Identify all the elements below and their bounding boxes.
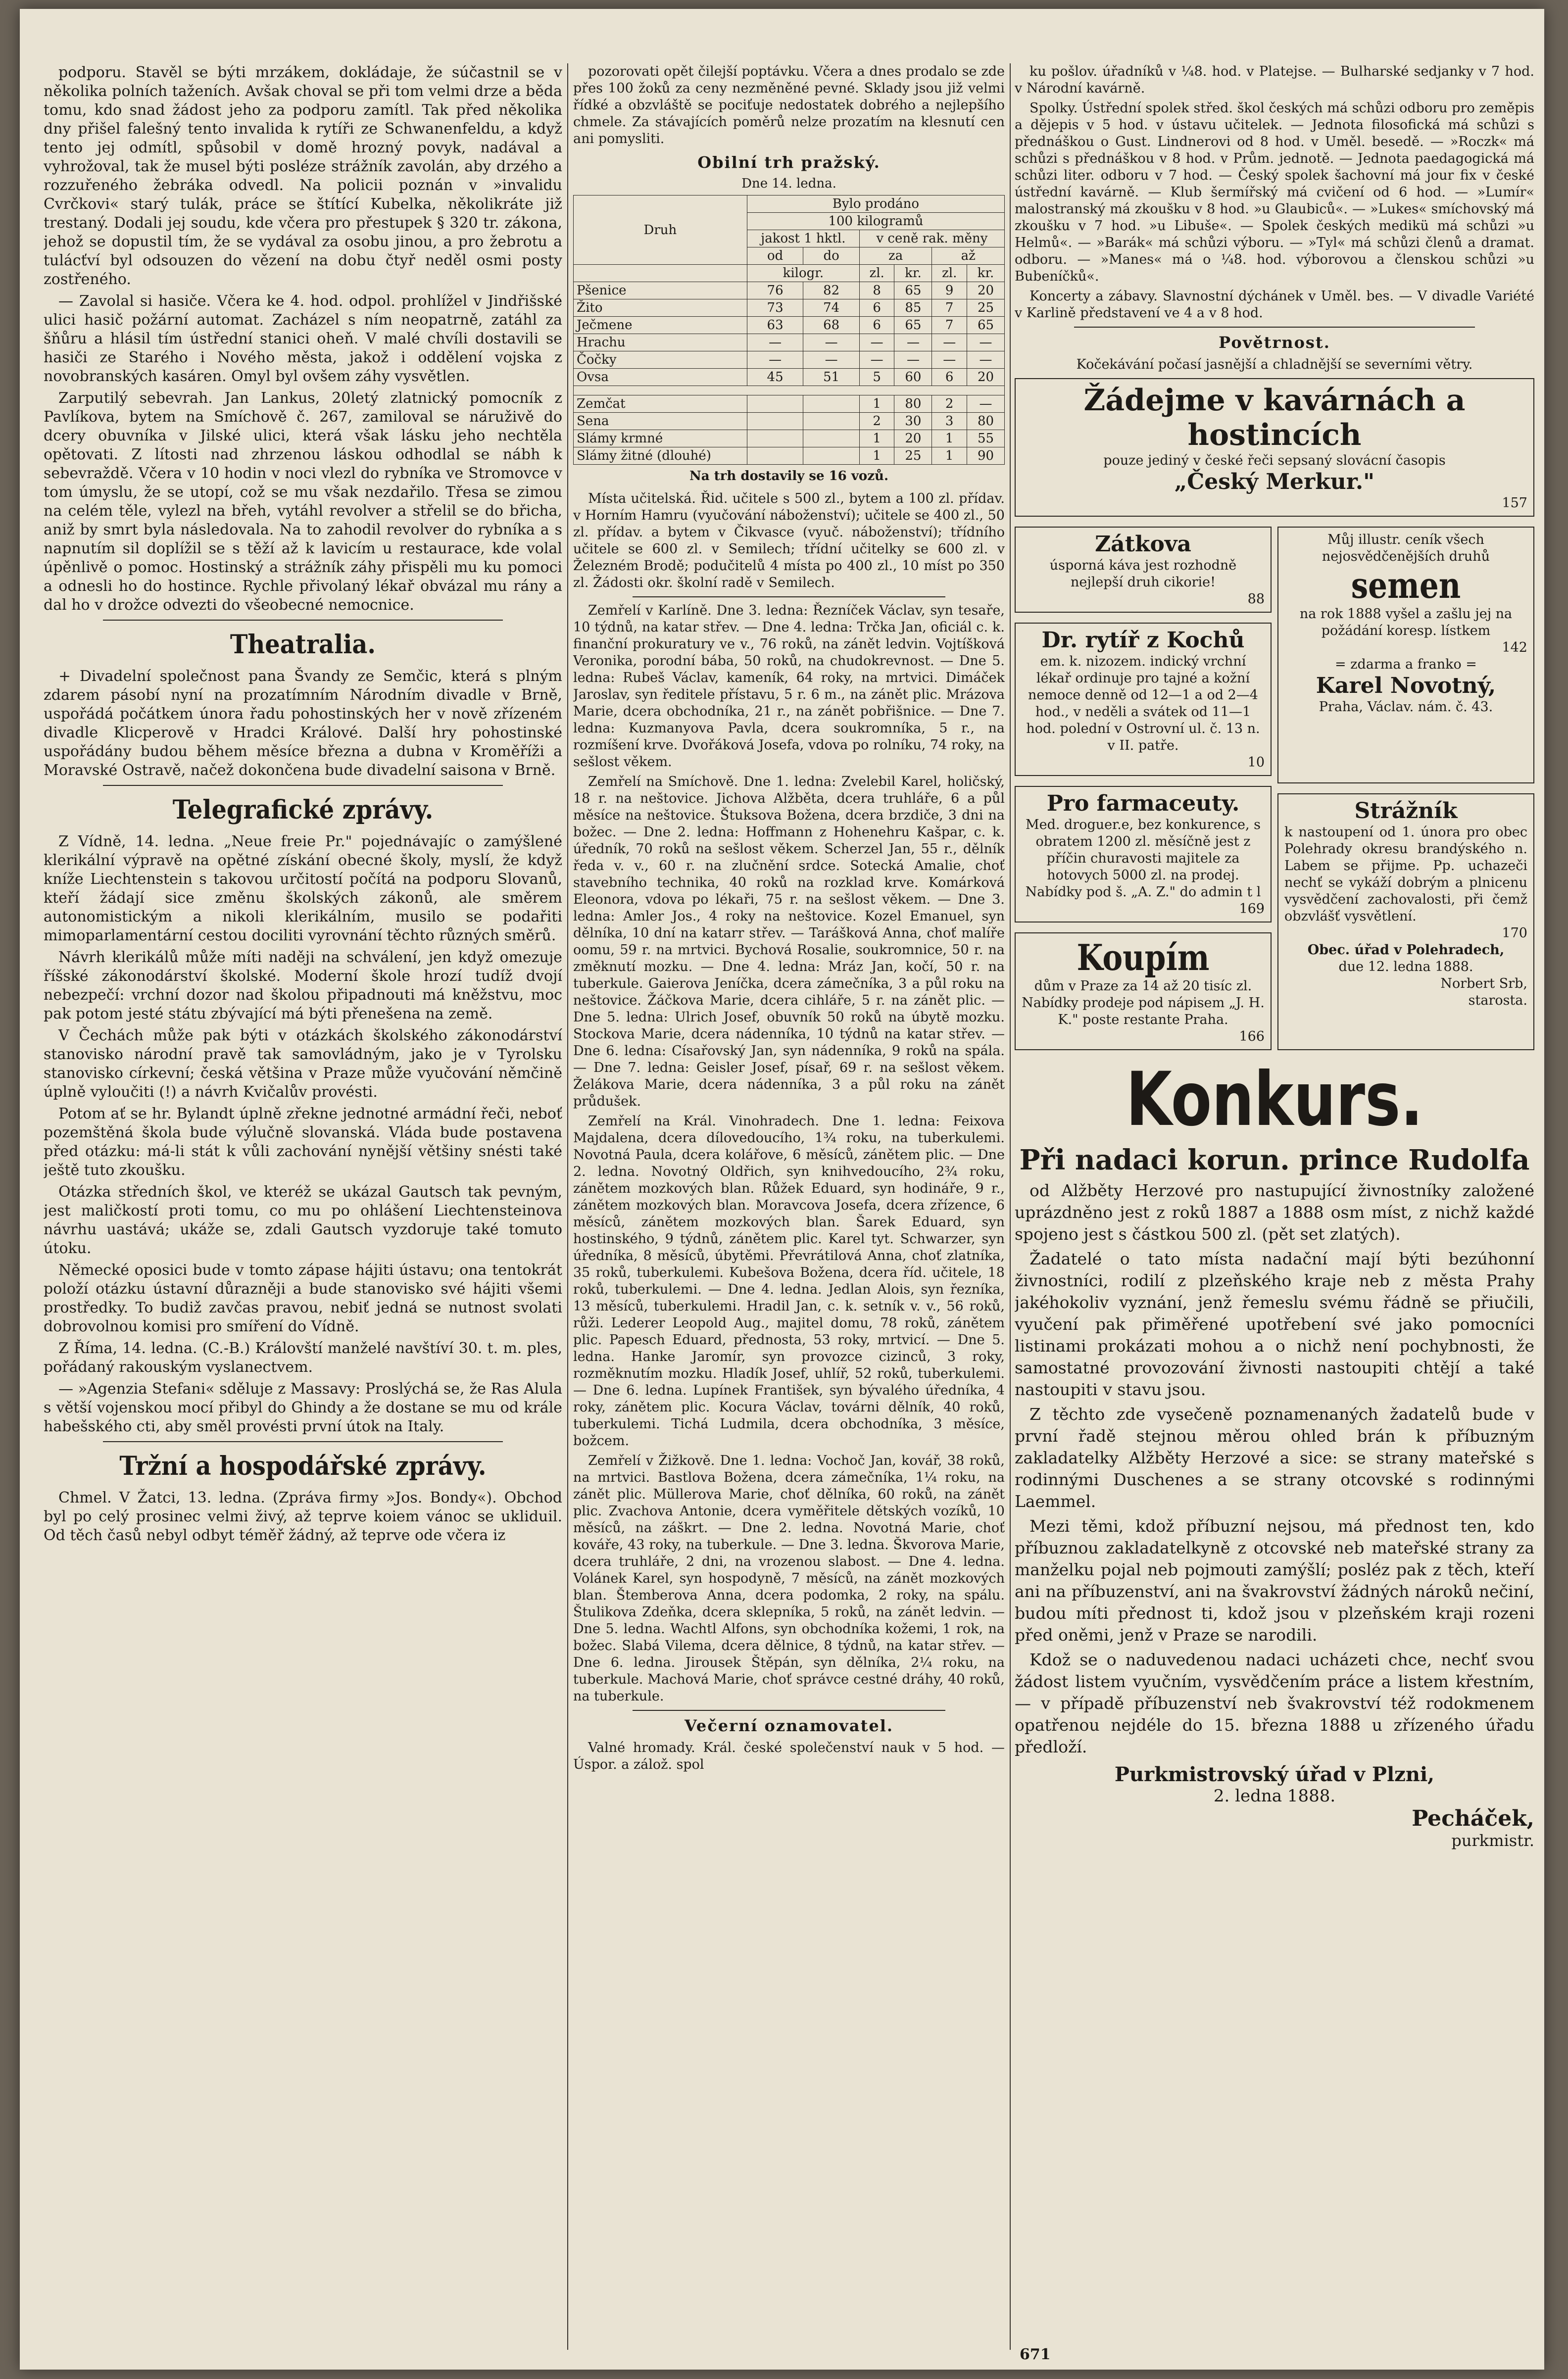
table-cell: 2 [932,395,967,413]
divider [103,620,503,621]
section-heading-vecerni: Večerní oznamovatel. [685,1716,893,1735]
table-cell: Ovsa [574,369,747,386]
table-cell: 65 [894,317,932,334]
article-telegram: V Čechách může pak býti v otázkách školského zákonodárství stanovisko národní pravě tak samovládným, jako je v Tyrolsku stanovisko církevní; česká většina v Praze může vyučování němčině úplně vyloučiti (!) a návrh Kvičalův provésti. [44,1027,562,1101]
article-telegram: Potom ať se hr. Bylandt úplně zřekne jednotné armádní řeči, neboť pozemštěná škola bude výlučně slovanská. Vláda bude postavena před otázku: má-li stát k vůli zachování nynější většiny snésti také ještě tuto zkoušku. [44,1105,562,1179]
table-header: jakost 1 hktl. [747,230,859,247]
table-cell [747,447,803,465]
table-header: v ceně rak. měny [859,230,1004,247]
table-cell: Slámy krmné [574,430,747,447]
table-cell: 2 [859,413,894,430]
table-cell: 6 [859,317,894,334]
konkurs-paragraph: Z těchto zde vysečeně poznamenaných žadatelů bude v první řadě stejnou měrou ohled brán k příbuzným zakladatelky Alžběty Herzové a sice: se strany mateřské s rodinnými Duschenes a se strany otcovské s rodinnými Laemmel. [1015,1405,1534,1511]
table-row [574,317,1005,334]
column-middle [573,63,1005,2360]
table-cell: 25 [967,299,1004,317]
column-left [44,63,562,2360]
table-note: Na trh dostavily se 16 vozů. [689,469,888,484]
table-cell: — [967,334,1004,351]
table-cell: Ječmene [574,317,747,334]
section-heading-obilni: Obilní trh pražský. [697,153,881,172]
ad-koupim [1015,932,1272,1050]
table-cell: 9 [932,282,967,299]
divider [1074,327,1475,328]
table-row [574,334,1005,351]
table-header: Druh [574,195,747,265]
table-cell: 55 [967,430,1004,447]
divider [103,785,503,786]
table-header: kilogr. [747,265,859,282]
table-cell: — [747,351,803,369]
ad-text: Nabídky prodeje pod nápisem „J. H. K." poste restante Praha. [1022,995,1265,1027]
ad-koch [1015,623,1272,776]
newspaper-page [20,9,1544,2370]
table-cell: Sena [574,413,747,430]
ad-title: Zátkova [1095,532,1191,557]
table-cell [803,395,860,413]
table-cell: 5 [859,369,894,386]
ad-date: due 12. ledna 1888. [1338,959,1473,974]
ad-text: em. k. nizozem. indický vrchní lékař ordinuje pro tajné a kožní nemoce denně od 12—1 a od 2—4 hod., v neděli a svátek od 11—1 hod. polední v Ostrovní ul. č. 13 n. v II. patře. [1026,654,1260,753]
column-right [1015,63,1534,2360]
table-cell: 63 [747,317,803,334]
table-header: kr. [894,265,932,282]
article-telegram: Z Vídně, 14. ledna. „Neue freie Pr." pojednávajíc o zamýšlené klerikální výpravě na opětné získání obecné školy, myslí, že když kníže Liechtenstein s takovou určitostí počítá na podporu Slovanů, kteří žádají sice změnu školských zákonů, ale směrem autonomistickým a nikoli klerikálním, musilo se podařiti mimoparlamentární cestou dociliti vyrovnání těchto různých směrů. [44,833,562,944]
ad-number: 142 [1502,640,1527,655]
table-cell: 45 [747,369,803,386]
table-cell [803,430,860,447]
table-row [574,369,1005,386]
ad-office: Obec. úřad v Polehradech, [1307,942,1505,958]
ad-number: 10 [1247,755,1265,770]
ad-text: pouze jediný v české řeči sepsaný slovácní časopis [1103,453,1446,468]
grain-price-table [573,195,1005,465]
table-cell: Žito [574,299,747,317]
table-cell: — [894,351,932,369]
ad-row [1015,522,1534,1055]
ad-name: „Český Merkur." [1174,469,1375,494]
ad-title: Strážník [1354,798,1458,824]
table-cell: 1 [859,447,894,465]
table-cell [747,413,803,430]
ad-text: úsporná káva jest rozhodně nejlepší druh cikorie! [1049,558,1237,590]
konkurs-office: Purkmistrovský úřad v Plzni, [1114,1763,1435,1786]
article-paragraph: ku pošlov. úřadníků v ¼8. hod. v Platejse. — Bulharské sedjanky v 7 hod. v Národní kavárně. [1015,64,1534,96]
konkurs-paragraph: Kdož se o naduvedenou nadaci ucházeti chce, nechť svou žádost listem vyučním, vysvědčením práce a listem křestním, — v případě příbuzenství neb švakrovství též rodokmenem opatřenou nejdéle do 15. března 1888 u zřízeného úřadu předloží. [1015,1650,1534,1756]
weather-forecast: Kočekávání počasí jasnější a chladnější se severními větry. [1076,357,1473,372]
ad-title: Pro farmaceuty. [1046,791,1240,816]
article-vinohrady: Zemřelí na Král. Vinohradech. Dne 1. ledna: Feixova Majdalena, dcera dílovedoucího, 1¾ roku, na tuberkulemi. Novotná Paula, dcera kolářove, 6 měsíců, zánětem plic. — Dne 2. ledna. Novotný Oldřich, syn knihvedoucího, 2¾ roku, zánětem mozkových blan. Růžek Eduard, syn hodináře, 9 r., zánětem mozkových blan. Moravcova Josefa, dcera zřízence, 6 měsíců, zánětem mozkových blan. Šarek Eduard, syn hostinského, 9 týdnů, zánětem plic. Karel tyt. Schwarzer, syn úředníka, 8 měsíců, úbytěmi. Převrátilová Anna, choť zlatníka, 35 roků, tuberkulemi. Kubešova Božena, dcera říd. učitele, 18 roků, tuberkulemi. — Dne 4. ledna. Jedlan Alois, syn řezníka, 13 měsíců, tuberkulemi. Hradil Jan, c. k. setník v. v., 56 roků, růži. Lederer Leopold Aug., majitel domu, 78 roků, zánětem plic. Papesch Eduard, přednosta, 53 roky, mrtvicí. — Dne 5. ledna. Hanke Jaromír, syn provozce cizinců, 3 roky, rozměknutím mozku. Hladík Josef, uhlíř, 52 roků, tuberkulemi. — Dne 6. ledna. Lupínek František, syn bývalého úředníka, 4 roky, zánětem plic. Kocura Václav, továrni dělník, 40 roků, tuberkulemi. Tichá Ludmila, dcera obchodníka, 3 měsíce, božcem. [573,1114,1005,1449]
article-mista: Místa učitelská. Řid. učitele s 500 zl., bytem a 100 zl. přídav. v Horním Hamru (vyučování náboženství); učitele se 400 zl., 50 zl. přídav. a bytem v Čikvasce (vyuč. náboženství); třídního učitele se 600 zl. v Semilech; třídní učitelky se 600 zl. v Železném Brodě; podučitelů 4 místa po 400 zl., 10 míst po 350 zl. Žádosti okr. školní radě v Semilech. [573,491,1005,590]
article-zizkove: Zemřelí v Žižkově. Dne 1. ledna: Vochoč Jan, kovář, 38 roků, na mrtvici. Bastlova Božena, dcera zámečníka, 1¼ roku, na zánět plic. Müllerova Marie, choť dělníka, 60 roků, na zánět plic. Zvachova Antonie, dcera vyměřitele dětských vozíků, 10 měsíců, na záškrt. — Dne 2. ledna. Novotná Marie, choť kováře, 43 roky, na tuberkule. — Dne 3. ledna. Škvorova Marie, dcera truhláře, 2 dni, na vrozenou slabost. — Dne 4. ledna. Volánek Karel, syn hospodyně, 7 měsíců, na zánět mozkových blan. Štemberova Anna, dcera podomka, 2 roky, na spálu. Štulikova Zdeňka, dcera sklepníka, 5 roků, na zánět ledvin. — Dne 5. ledna. Wachtl Alfons, syn obchodníka kožemi, 1 rok, na božec. Slabá Vilema, dcera dělnice, 8 týdnů, na katar střev. — Dne 6. ledna. Jirousek Štěpán, syn dělníka, 2¼ roku, na tuberkule. Machová Marie, choť správce cestné dráhy, 40 roků, na tuberkule. [573,1453,1005,1704]
table-cell: 82 [803,282,860,299]
table-cell: 25 [894,447,932,465]
table-header: Bylo prodáno [747,195,1004,213]
table-cell: 60 [894,369,932,386]
ad-role: starosta. [1468,993,1527,1008]
table-cell: — [894,334,932,351]
ad-side: dům v Praze za 14 až 20 tisíc zl. [1034,978,1252,994]
article-koncerty: Koncerty a zábavy. Slavnostní dýchánek v Uměl. bes. — V divadle Variété v Karlině představení ve 4 a v 8 hod. [1015,289,1534,321]
table-cell: 7 [932,317,967,334]
divider [633,1710,945,1711]
table-cell: — [859,334,894,351]
table-row [574,282,1005,299]
article-vecerni: Valné hromady. Král. české společenství nauk v 5 hod. — Úspor. a zálož. spol [573,1740,1005,1772]
table-cell: 73 [747,299,803,317]
ad-number: 170 [1502,925,1527,941]
table-row [574,299,1005,317]
page-number: 671 [1020,2346,1051,2363]
table-row [574,447,1005,465]
table-header: 100 kilogramů [747,213,1004,230]
divider [633,596,945,597]
article-smichove: Zemřelí na Smíchově. Dne 1. ledna: Zvelebil Karel, holičský, 18 r. na neštovice. Jichova Alžběta, dcera truhláře, 6 a půl měsíce na neštovice. Štuksova Božena, dcera brzdiče, 3 dni na božec. — Dne 2. ledna: Hoffmann z Hohenehru Kašpar, c. k. úředník, 70 roků na sešlost věkem. Scherzel Jan, 55 r., dělník ředa v. v., 60 r. na zlučnění srdce. Sotecká Amalie, choť stavebního technika, 40 roků na rozklad krve. Komárková Eleonora, vdova po lékaři, 75 r. na sešlost věkem. — Dne 3. ledna: Amler Jos., 4 roky na neštovice. Kozel Emanuel, syn dělníka, 10 dní na katarr střev. — Tarášková Anna, choť malíře oomu, 59 r. na mrtvici. Bychová Rosalie, soukromnice, 50 r. na změknutí mozku. — Dne 4. ledna: Mráz Jan, kočí, 50 r. na tuberkule. Gaierova Jeníčka, dcera zámečníka, 3 a půl roku na neštovice. Žáčkova Marie, dcera cihláře, 5 r. na zánět plic. — Dne 5. ledna: Ulrich Josef, obuvník 50 roků na úbytě mozku. Stockova Marie, dcera nádenníka, 10 týdnů na katar střev. — Dne 6. ledna: Císařovský Jan, syn nádenníka, 9 roků na spála. — Dne 7. ledna: Geisler Josef, písař, 69 r. na sešlost věkem. Želákova Marie, dcera nádenníka, 3 a půl roku na zánět průdušek. [573,774,1005,1109]
ad-free: = zdarma a franko = [1335,657,1477,672]
table-cell: — [859,351,894,369]
table-cell: 80 [894,395,932,413]
table-cell: Hrachu [574,334,747,351]
ad-address: Praha, Václav. nám. č. 43. [1319,699,1493,715]
table-cell: 7 [932,299,967,317]
section-heading-telegraficke: Telegrafické zprávy. [172,795,434,825]
ad-text: na rok 1888 vyšel a zašlu jej na požádání koresp. lístkem [1299,606,1513,638]
ad-number: 166 [1239,1029,1265,1044]
table-cell: — [932,334,967,351]
konkurs-role: purkmistr. [1451,1831,1534,1850]
table-cell: — [747,334,803,351]
table-cell [803,447,860,465]
table-cell: Pšenice [574,282,747,299]
ad-name: Karel Novotný, [1316,673,1496,698]
section-heading-povetrnost: Povětrnost. [1219,333,1330,352]
table-row [574,395,1005,413]
article-chmel: Chmel. V Žatci, 13. ledna. (Zpráva firmy »Jos. Bondy«). Obchod byl po celý prosinec velmi živý, až teprve koiem vánoc se ukliduil. Od těch časů nebyl odbyt téměř žádný, až teprve ode včera iz [44,1489,562,1544]
table-cell: 20 [967,282,1004,299]
ad-straznik [1277,793,1534,1050]
ad-text: Med. droguer.e, bez konkurence, s obratem 1200 zl. měsíčně jest z příčin churavosti majitele za hotovych 5000 zl. na prodej. Nabídky pod š. „A. Z." do admin t l [1025,817,1261,900]
table-cell: 30 [894,413,932,430]
ad-sign: Norbert Srb, [1440,976,1527,991]
table-cell: 3 [932,413,967,430]
article-karline: Zemřelí v Karlíně. Dne 3. ledna: Řezníček Václav, syn tesaře, 10 týdnů, na katar střev. — Dne 4. ledna: Trčka Jan, oficiál c. k. finanční prokuratury ve v., 76 roků, na zánět ledvin. Vojtíšková Veronika, porodní bába, 50 roků, na chudokrevnost. — Dne 5. ledna: Rubeš Václav, kameník, 64 roky, na mrtvici. Dimáček Jaroslav, syn ředitele přístavu, 5 r. 6 m., na zánět plic. Mrázova Marie, dcera obchodníka, 21 r., na zánět pobřišnice. — Dne 7. ledna: Kuzmanyova Pavla, dcera soukromníka, 5 r., na rozmíšení krve. Dvořáková Josefa, vdova po rolníku, 74 roky, na sešlost věkem. [573,603,1005,770]
article-telegram: — »Agenzia Stefani« sděluje z Massavy: Proslýchá se, že Ras Alula s větší vojenskou mocí přibyl do Ghindy a že dostane se mu od krále habešského cti, aby směl provésti první útok na Italy. [44,1380,562,1435]
ad-stack-right [1277,522,1534,1055]
article-telegram: Otázka středních škol, ve kteréž se ukázal Gautsch tak pevným, jest maličkostí proti tomu, co mu po ohlášení Liechtensteinova návrhu uastává; ukáže se, zdali Gautsch vyzdoruje také tomuto útoku. [44,1183,562,1257]
column-rule [1010,63,1011,2350]
table-cell: 1 [859,430,894,447]
table-cell: 76 [747,282,803,299]
table-cell: 8 [859,282,894,299]
ad-number: 157 [1502,495,1527,511]
table-row [574,351,1005,369]
konkurs-date: 2. ledna 1888. [1213,1786,1336,1806]
table-cell: 1 [932,447,967,465]
table-cell: — [967,395,1004,413]
table-cell: 20 [894,430,932,447]
konkurs-paragraph: Mezi těmi, kdož příbuzní nejsou, má přednost ten, kdo příbuznou zakladatelkyně z otcovské neb mateřské strany za manželku pojal neb pojmouti zamýšlí; posléz pak z těch, kteří ani na příbuzenství, ani na švakrovství žádných nároků nečiní, budou míti přednost ti, kdož jsou v plzeňském kraji rozeni před oněmi, jenž v Praze se narodili. [1015,1516,1534,1645]
article-theatralia: + Divadelní společnost pana Švandy ze Semčic, která s plným zdarem pásobí nyní na prozatímním Národním divadle v Brně, uspořádá počátkem února řadu pohostinských her v nově zřízeném divadle Klicperově v Hradci Králové. Další hry pohostinské uspořádány budou během měsíce března a dubna v Kroměříži a Moravské Ostravě, načež dokončena bude divadelní saisona v Brně. [44,668,562,779]
table-cell: 65 [894,282,932,299]
article-telegram: Z Říma, 14. ledna. (C.-B.) Královští manželé navštíví 30. t. m. ples, pořádaný rakouským vyslanectvem. [44,1340,562,1376]
table-cell: 68 [803,317,860,334]
ad-number: 88 [1247,591,1265,607]
divider [103,1441,503,1442]
table-cell: Čočky [574,351,747,369]
konkurs-paragraph: Žadatelé o tato místa nadační mají býti bezúhonní živnostníci, rodilí z plzeňského kraje neb z města Prahy jakéhokoliv vyznání, jenž řemeslu svému řádně se přiučili, vyučení pak přiměřené upotřebení své jako pomocníci listinami prokázati mohou a o nichž není pochybnosti, že samostatné provozování živnosti nastoupiti chtějí a také nastoupiti v stavu jsou. [1015,1249,1534,1399]
ad-semen [1277,527,1534,783]
ad-farmaceuty [1015,786,1272,922]
article-zavolal: — Zavolal si hasiče. Včera ke 4. hod. odpol. prohlížel v Jindřišské ulici hasič požární automat. Zacházel s ním neopatrně, zatáhl za šňůru a hlásil tím ústřední stanici oheň. V malé chvíli dostavili se hasiči ze Starého i Nového města, jakož i oddělení vojska z novobranských kasáren. Omyl byl ovšem záhy vysvětlen. [44,292,562,385]
table-cell: 65 [967,317,1004,334]
article-zarputily: Zarputilý sebevrah. Jan Lankus, 20letý zlatnický pomocník z Pavlíkova, bytem na Smíchově č. 267, zamiloval se náruživě do dcery obuvníka v Jilské ulici, která však lásku jeho nechtěla opětovati. Z lítosti nad zhrzenou láskou odhodlal se nábh k sebevraždě. Včera v 10 hodin v noci vlezl do rybníka ve Stromovce v tom úmyslu, že se utopí, což se mu však nezdařilo. Třesa se zimou na celém těle, vylezl na břeh, vytáhl revolver a střelil se do břicha, aniž by smrt byla následovala. Na to zahodil revolver do rybníka a s napnutím sil doplížil se s těží až k lavicím u restaurace, kde volal úpěnlivě o pomoc. Hostinský a strážník záhy přispěli mu ku pomoci a odnesli ho do hostince. Rychle přivolaný lékař obvázal mu rány a dal ho v drožce odvezti do všeobecné nemocnice. [44,389,562,614]
table-header: zl. [859,265,894,282]
table-row [574,430,1005,447]
table-cell: — [803,334,860,351]
konkurs-sign: Pecháček, [1412,1806,1534,1831]
table-cell: 6 [932,369,967,386]
column-rule [567,63,568,2350]
table-cell: Zemčat [574,395,747,413]
article-telegram: Německé oposici bude v tomto zápase hájiti ústavu; ona tentokrát položí otázku ústavní důrazněji a bude stanovisko své hájiti všemi prostředky. To budiž zavčas pravou, nebiť jedná se nutnost svolati dobrovolnou komisi pro smíření do Vídně. [44,1262,562,1335]
ad-number: 169 [1239,901,1265,917]
ad-cesky-merkur [1015,378,1534,517]
ad-text: k nastoupení od 1. února pro obec Polehrady okresu brandýského n. Labem se přijme. Pp. uchazeči nechť se vykáží dobrým a plnicenu vysvědčení zachovalosti, při čemž obzvlášť vysvětlení. [1284,825,1527,924]
table-cell: Slámy žitné (dlouhé) [574,447,747,465]
ad-title: semen [1351,564,1461,606]
table-cell: 6 [859,299,894,317]
konkurs-subtitle: Při nadaci korun. prince Rudolfa [1019,1144,1530,1176]
table-cell: 80 [967,413,1004,430]
section-heading-trzni: Tržní a hospodářské zprávy. [119,1451,487,1481]
konkurs-title: Konkurs. [1126,1057,1423,1143]
ad-konkurs [1015,1057,1534,1850]
table-cell: 20 [967,369,1004,386]
article-spolky: Spolky. Ústřední spolek střed. škol českých má schůzi odboru pro zeměpis a dějepis v 5 hod. v ústavu učitelek. — Jednota filosofická má schůzi s přednáškou o Gust. Lindnerovi od 8 hod. v Uměl. besedě. — »Roczk« má schůzi s přednáškou v 8 hod. v Prům. jednotě. — Jednota paedagogická má schůzi liter. odboru v 7 hod. — Český spolek šachovní má jour fix v české ústřední kavárně. — Klub šermířský má cvičení od 6 hod. — »Lumír« malostranský má zkoušku v 8 hod. »u Glaubiců«. — »Lukes« smíchovský má zkoušku v 7 hod. »u Libuše«. — Spolek českých medikü má schůzi »u Helmů«. — »Barák« má schůzi výboru. — »Tyl« má schůzi členů a dramat. odboru. — »Manes« má o ¼8. hod. výborovou a členskou schůzi »u Bubeníčků«. [1015,100,1534,284]
ad-stack-left [1015,522,1272,1055]
table-cell: 1 [859,395,894,413]
table-cell [747,430,803,447]
ad-zatkova [1015,527,1272,613]
table-row [574,413,1005,430]
table-header: za [859,247,932,265]
article-paragraph: podporu. Stavěl se býti mrzákem, dokládaje, že súčastnil se v několika polních taženích. Avšak choval se při tom velmi drze a běda tomu, kdo snad žádost jeho za podporu zamítl. Tak před několika dny přišel falešný tento invalida k rytíři ze Schwanenfeldu, a když tento jej odmítl, spůsobil v domě hrozný povyk, nadával a vyhrožoval, tak že musel býti posléze strážník zavolán, aby drzého a rozzuřeného žebráka odvedl. Na policii poznán v »invalidu Cvrčkovi« starý tulák, práce se štítící Kubelka, několikráte již trestaný. Dodali jej soudu, kde včera pro přestupek § 320 tr. zákona, jehož se dopustil tím, že se vydával za osobu jinou, a pro žebrotu a tulácťví byl odsouzen do vězení na dobu čtyř neděl osmi posty zostřeného. [44,64,562,288]
article-paragraph: pozorovati opět čilejší poptávku. Včera a dnes prodalo se zde přes 100 žoků za ceny nezměněné pevné. Sklady jsou již velmi řídké a obzvláště se pociťuje nedostatek dobrého a nejlepšího chmele. Za stávajících poměrů nelze prozatím na klesnutí cen ani pomysliti. [573,64,1005,146]
konkurs-paragraph: od Alžběty Herzové pro nastupující živnostníky založené uprázdněno jest z roků 1887 a 1888 osm míst, z nichž každé spojeno jest s částkou 500 zl. (pět set zlatých). [1015,1181,1534,1244]
ad-title: Dr. rytíř z Kochů [1041,628,1245,653]
table-cell [803,413,860,430]
table-cell: — [803,351,860,369]
article-telegram: Návrh klerikálů může míti naději na schválení, jen když omezuje říšské zákonodárství školské. Moderní škole hrozí tudíž dvojí nebezpečí: vrchní dozor nad školou připadnouti má kněžstvu, moc pak potom jesté státu zbývající má býti přenešena na země. [44,949,562,1022]
ad-title: Žádejme v kavárnách a hostincích [1083,383,1466,452]
table-header: od [747,247,803,265]
market-date: Dne 14. ledna. [741,176,836,191]
ad-top: Můj illustr. ceník všech nejosvědčenějších druhů [1322,532,1490,564]
table-header: do [803,247,860,265]
ad-title: Koupím [1077,936,1210,978]
section-heading-theatralia: Theatralia. [230,630,376,660]
table-cell: — [967,351,1004,369]
table-cell: 74 [803,299,860,317]
table-header: až [932,247,1005,265]
table-cell: 90 [967,447,1004,465]
table-header: kr. [967,265,1004,282]
table-cell: 51 [803,369,860,386]
table-cell: 85 [894,299,932,317]
table-header: zl. [932,265,967,282]
table-cell: 1 [932,430,967,447]
table-cell: — [932,351,967,369]
table-cell [747,395,803,413]
